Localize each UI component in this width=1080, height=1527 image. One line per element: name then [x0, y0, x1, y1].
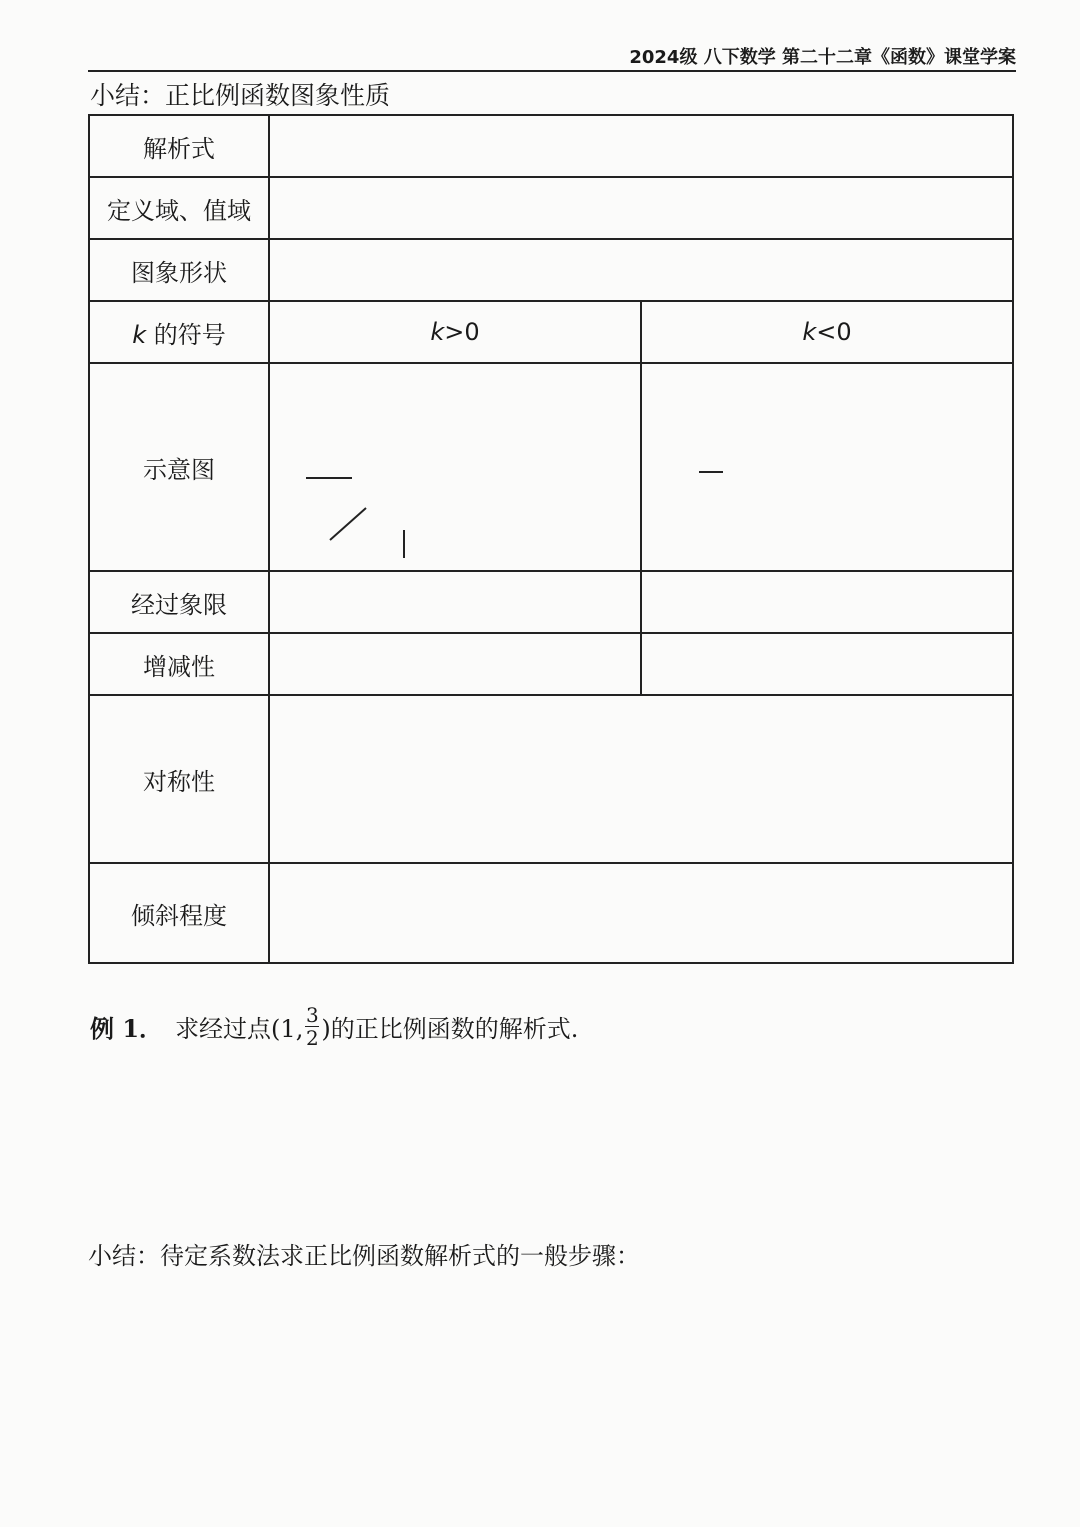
row-label: 示意图 — [89, 363, 269, 571]
row-label: 定义域、值域 — [89, 177, 269, 239]
example-text-prefix: 求经过点(1, — [175, 1015, 304, 1043]
row-label: 对称性 — [89, 695, 269, 863]
summary-title: 小结：正比例函数图象性质 — [90, 81, 391, 110]
table-row — [89, 571, 1013, 633]
summary-steps-title: 小结：待定系数法求正比例函数解析式的一般步骤： — [88, 1242, 640, 1270]
table-row — [89, 177, 1013, 239]
row-label: 增减性 — [89, 633, 269, 695]
table-row — [89, 115, 1013, 177]
row-label: 解析式 — [89, 115, 269, 177]
sketch-cell-k-positive[interactable] — [269, 363, 641, 571]
table-row — [89, 695, 1013, 863]
table-row — [89, 633, 1013, 695]
example-number: 例 1． — [90, 1014, 164, 1043]
k-positive-header: k>0 — [269, 301, 641, 363]
faint-sketch-marks — [270, 364, 640, 564]
answer-cell[interactable] — [269, 239, 1013, 301]
answer-cell[interactable] — [269, 571, 641, 633]
example-text-suffix: )的正比例函数的解析式. — [321, 1015, 579, 1043]
answer-cell[interactable] — [641, 571, 1013, 633]
k-negative-header: k<0 — [641, 301, 1013, 363]
fraction — [305, 1004, 319, 1049]
page-header: 2024级 八下数学 第二十二章《函数》课堂学案 — [88, 46, 1016, 72]
example-1 — [90, 1004, 578, 1049]
faint-sketch-mark — [647, 364, 1007, 564]
row-label: 经过象限 — [89, 571, 269, 633]
row-label: 图象形状 — [89, 239, 269, 301]
properties-table — [88, 114, 1014, 964]
row-label: 倾斜程度 — [89, 863, 269, 963]
answer-cell[interactable] — [269, 863, 1013, 963]
answer-cell[interactable] — [269, 633, 641, 695]
fraction-numerator: 3 — [305, 1003, 319, 1027]
fraction-denominator: 2 — [305, 1026, 319, 1050]
table-row — [89, 301, 1013, 363]
table-row — [89, 239, 1013, 301]
answer-cell[interactable] — [269, 115, 1013, 177]
sketch-cell-k-negative[interactable] — [641, 363, 1013, 571]
table-row — [89, 363, 1013, 571]
answer-cell[interactable] — [641, 633, 1013, 695]
row-label-k-sign: k 的符号 — [89, 301, 269, 363]
answer-cell[interactable] — [269, 177, 1013, 239]
table-row — [89, 863, 1013, 963]
answer-cell[interactable] — [269, 695, 1013, 863]
